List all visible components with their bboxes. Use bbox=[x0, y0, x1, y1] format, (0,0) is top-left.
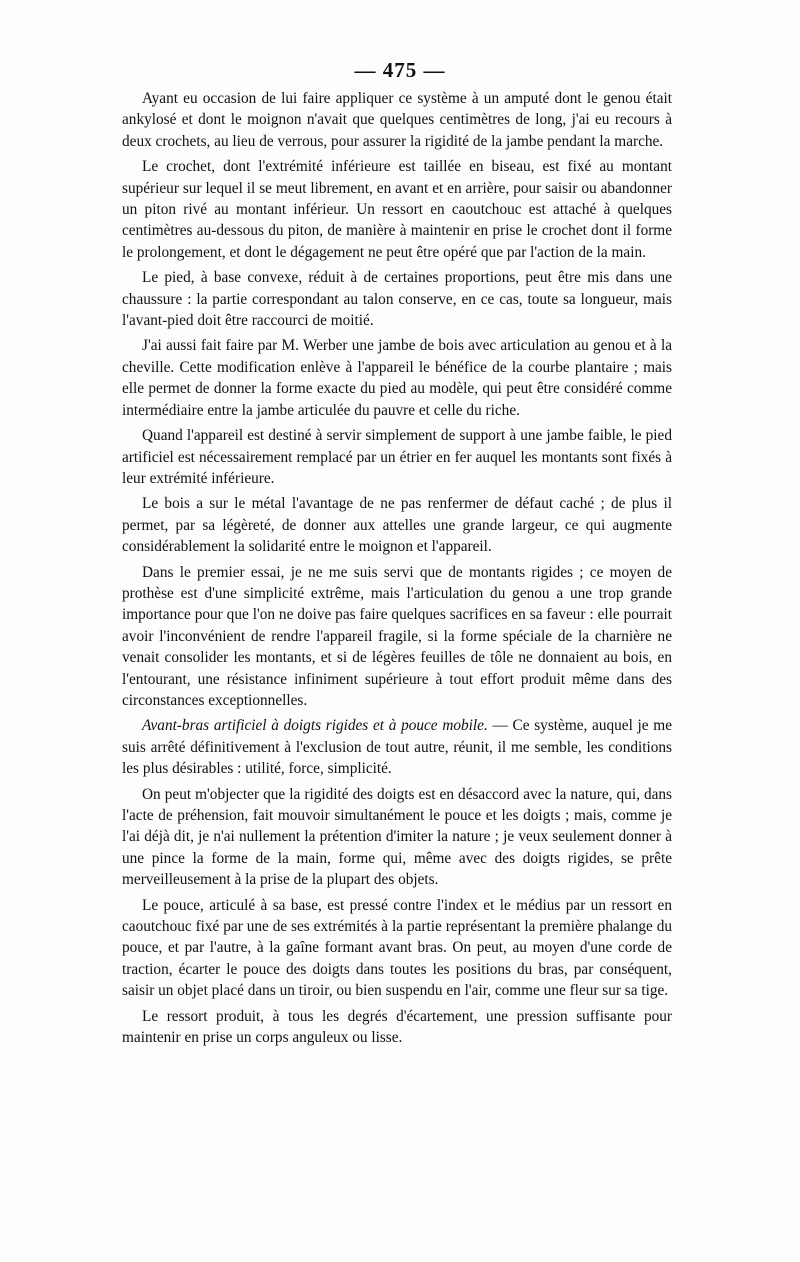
paragraph-9: On peut m'objecter que la rigidité des doigts est en désaccord avec la nature, qui, dans l'acte de préhension, fait mouvoir simultanément le pouce et les doigts ; mais, comme je l'ai déjà dit, je n'ai nullement la prétention d'imiter la nature ; je veux seulement donner à une pince la forme de la main, forme qui, même avec des doigts rigides, se prête merveilleusement à la prise de la plupart des objets. bbox=[122, 785, 672, 889]
paragraph-10: Le pouce, articulé à sa base, est pressé contre l'index et le médius par un ressort en caoutchouc fixé par une de ses extrémités à la partie représentant la première phalange du pouce, et par l'autre, à la gaîne formant avant bras. On peut, au moyen d'une corde de traction, écarter le pouce des doigts dans toutes les positions du bras, par conséquent, saisir un objet placé dans un tiroir, ou bien suspendu en l'air, comme une fleur sur sa tige. bbox=[122, 896, 672, 1000]
body-text bbox=[122, 88, 672, 1052]
paragraph-4: J'ai aussi fait faire par M. Werber une jambe de bois avec articulation au genou et à la cheville. Cette modification enlève à l'appareil le bénéfice de la courbe plantaire ; mais elle permet de donner la forme exacte du pied au modèle, qui peut être considéré comme intermédiaire entre la jambe articulée du pauvre et celle du riche. bbox=[122, 337, 672, 419]
paragraph-8 bbox=[122, 715, 672, 779]
page-number: — 475 — bbox=[354, 58, 446, 82]
paragraph-1: Ayant eu occasion de lui faire appliquer ce système à un amputé dont le genou était ankylosé et dont le moignon n'avait que quelques centimètres de long, j'ai eu recours à deux crochets, au lieu de verrous, pour assurer la rigidité de la jambe pendant la marche. bbox=[122, 90, 672, 150]
paragraph-7: Dans le premier essai, je ne me suis servi que de montants rigides ; ce moyen de prothèse est d'une simplicité extrême, mais l'articulation du genou a une trop grande importance pour que l'on ne doive pas faire quelques sacrifices en sa faveur : elle pourrait avoir l'inconvénient de rendre l'appareil fragile, si la forme spéciale de la charnière ne venait consolider les montants, et si de légères feuilles de tôle ne donnaient au bois, en l'entourant, une résistance infiniment supérieure à tout effort produit même dans des circonstances exceptionnelles. bbox=[122, 563, 672, 709]
paragraph-11: Le ressort produit, à tous les degrés d'écartement, une pression suffisante pour maintenir en prise un corps anguleux ou lisse. bbox=[122, 1007, 672, 1047]
paragraph-3: Le pied, à base convexe, réduit à de certaines proportions, peut être mis dans une chaussure : la partie correspondant au talon conserve, en ce cas, toute sa longueur, mais l'avant-pied doit être raccourci de moitié. bbox=[122, 269, 672, 330]
paragraph-5: Quand l'appareil est destiné à servir simplement de support à une jambe faible, le pied artificiel est nécessairement remplacé par un étrier en fer auquel les montants sont fixés à leur extrémité inférieure. bbox=[122, 427, 672, 487]
paragraph-6: Le bois a sur le métal l'avantage de ne pas renfermer de défaut caché ; de plus il permet, par sa légèreté, de donner aux attelles une grande largeur, ce qui augmente considérablement la solidarité entre le moignon et l'appareil. bbox=[122, 495, 672, 556]
section-heading-italic: Avant-bras artificiel à doigts rigides et à pouce mobile. bbox=[142, 717, 488, 735]
paragraph-2: Le crochet, dont l'extrémité inférieure est taillée en biseau, est fixé au montant supérieur sur lequel il se meut librement, en avant et en arrière, pour saisir ou abandonner un piton rivé au montant inférieur. Un ressort en caoutchouc est attaché à quelques centimètres au-dessous du piton, de manière à maintenir en prise le crochet dont il forme le prolongement, et dont le dégagement ne peut être opéré que par l'action de la main. bbox=[122, 158, 672, 261]
paragraph-8-text: — Ce système, auquel je me suis arrêté définitivement à l'exclusion de tout autre, réunit, il me semble, les conditions les plus désirables : utilité, force, simplicité. bbox=[122, 717, 672, 778]
